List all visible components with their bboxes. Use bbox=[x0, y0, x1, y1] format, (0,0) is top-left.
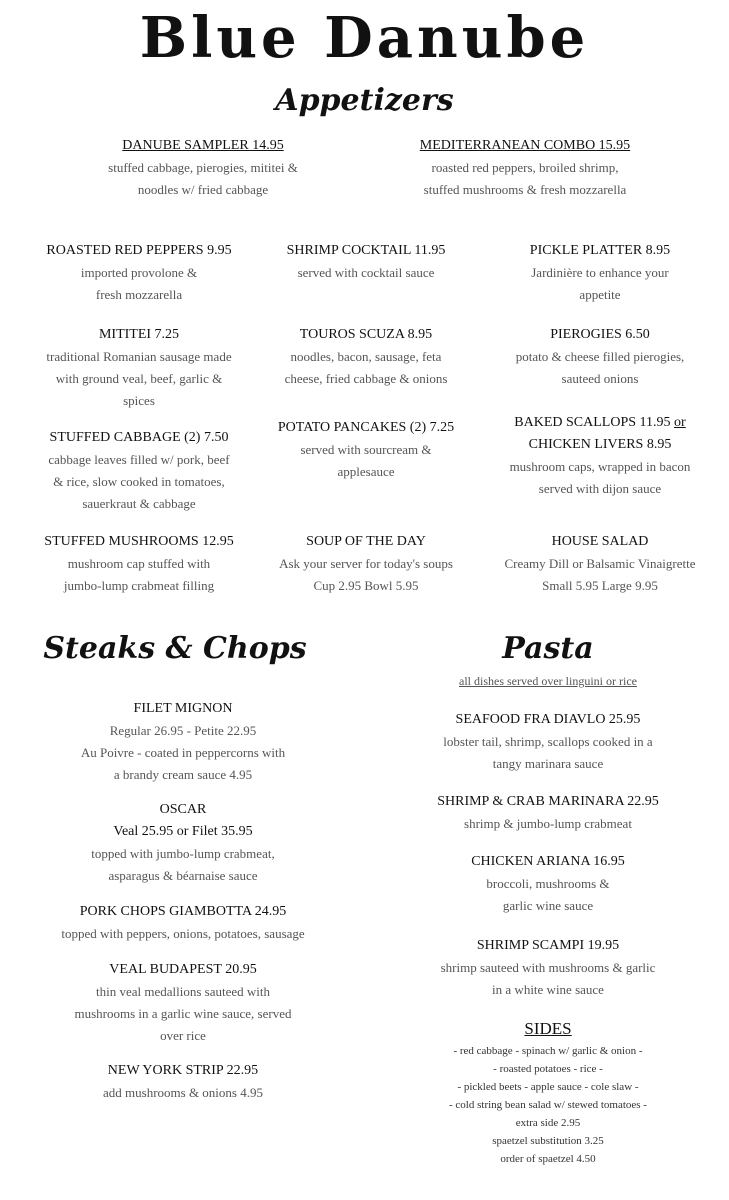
item-desc: Ask your server for today's soups bbox=[279, 556, 453, 571]
menu-item bbox=[385, 935, 711, 1001]
item-desc: roasted red peppers, broiled shrimp, bbox=[431, 160, 619, 175]
item-desc: topped with jumbo-lump crabmeat, bbox=[91, 846, 275, 861]
item-desc: thin veal medallions sauteed with bbox=[95, 984, 270, 999]
item-name: STUFFED MUSHROOMS 12.95 bbox=[44, 534, 234, 549]
menu-item bbox=[244, 240, 488, 284]
item-desc: topped with peppers, onions, potatoes, sausage bbox=[61, 926, 305, 941]
menu-item bbox=[478, 412, 722, 500]
item-desc: jumbo-lump crabmeat filling bbox=[63, 578, 215, 593]
item-desc: with ground veal, beef, garlic & bbox=[55, 371, 223, 386]
item-desc: noodles w/ fried cabbage bbox=[137, 182, 269, 197]
item-name: DANUBE SAMPLER 14.95 bbox=[122, 138, 284, 153]
item-name: SEAFOOD FRA DIAVLO 25.95 bbox=[455, 712, 641, 727]
menu-item bbox=[20, 799, 346, 887]
item-name: MITITEI 7.25 bbox=[98, 327, 180, 342]
item-desc: stuffed cabbage, pierogies, mititei & bbox=[108, 160, 298, 175]
item-desc: served with cocktail sauce bbox=[297, 265, 435, 280]
item-desc: a brandy cream sauce 4.95 bbox=[113, 767, 253, 782]
item-name: SHRIMP SCAMPI 19.95 bbox=[476, 938, 620, 953]
item-name: PIEROGIES 6.50 bbox=[550, 327, 650, 342]
item-desc: noodles, bacon, sausage, feta bbox=[290, 349, 442, 364]
item-desc: shrimp sauteed with mushrooms & garlic bbox=[440, 960, 656, 975]
item-name: Veal 25.95 or Filet 35.95 bbox=[113, 824, 253, 839]
item-name: CHICKEN ARIANA 16.95 bbox=[471, 854, 625, 869]
menu-item bbox=[362, 135, 688, 201]
item-desc: applesauce bbox=[337, 464, 395, 479]
item-desc: fresh mozzarella bbox=[95, 287, 183, 302]
menu-item bbox=[385, 851, 711, 917]
item-desc: spices bbox=[123, 393, 155, 408]
menu-item bbox=[15, 531, 263, 597]
item-desc: mushroom cap stuffed with bbox=[67, 556, 211, 571]
item-name: VEAL BUDAPEST 20.95 bbox=[109, 962, 257, 977]
item-name: OSCAR bbox=[159, 802, 207, 817]
item-name bbox=[478, 412, 722, 434]
menu-item bbox=[478, 324, 722, 390]
menu-item bbox=[20, 698, 346, 786]
item-desc: appetite bbox=[579, 287, 621, 302]
menu-item bbox=[244, 324, 488, 390]
item-name-part: BAKED SCALLOPS 11.95 bbox=[514, 415, 675, 430]
item-desc: served with dijon sauce bbox=[538, 481, 662, 496]
item-name: POTATO PANCAKES (2) 7.25 bbox=[277, 420, 455, 435]
item-name: PORK CHOPS GIAMBOTTA 24.95 bbox=[79, 904, 287, 919]
item-desc: Creamy Dill or Balsamic Vinaigrette bbox=[504, 556, 696, 571]
item-name: SOUP OF THE DAY bbox=[306, 534, 426, 549]
item-desc: potato & cheese filled pierogies, bbox=[515, 349, 685, 364]
item-desc: shrimp & jumbo-lump crabmeat bbox=[464, 816, 632, 831]
item-desc: stuffed mushrooms & fresh mozzarella bbox=[423, 182, 627, 197]
restaurant-title: Blue Danube bbox=[139, 5, 590, 71]
sides-line: spaetzel substitution 3.25 bbox=[492, 1135, 604, 1147]
item-desc: mushroom caps, wrapped in bacon bbox=[509, 459, 691, 474]
sides-line: extra side 2.95 bbox=[515, 1117, 581, 1129]
menu-item bbox=[244, 417, 488, 483]
item-name: SHRIMP COCKTAIL 11.95 bbox=[286, 243, 446, 258]
item-desc: over rice bbox=[160, 1028, 206, 1043]
pasta-subheading: all dishes served over linguini or rice bbox=[459, 674, 637, 688]
menu-item bbox=[385, 709, 711, 775]
sides-section bbox=[385, 1016, 711, 1168]
item-desc: & rice, slow cooked in tomatoes, bbox=[53, 474, 225, 489]
sides-line: order of spaetzel 4.50 bbox=[500, 1153, 596, 1165]
menu-item bbox=[385, 791, 711, 835]
steaks-heading: Steaks & Chops bbox=[43, 631, 307, 666]
item-name: ROASTED RED PEPPERS 9.95 bbox=[46, 243, 232, 258]
item-desc: sauteed onions bbox=[561, 371, 639, 386]
item-desc: Jardinière to enhance your bbox=[531, 265, 669, 280]
item-desc: imported provolone & bbox=[80, 265, 198, 280]
item-name-or: or bbox=[674, 415, 686, 430]
item-desc: broccoli, mushrooms & bbox=[486, 876, 610, 891]
item-desc: sauerkraut & cabbage bbox=[82, 496, 196, 511]
menu-item bbox=[244, 531, 488, 597]
item-desc: traditional Romanian sausage made bbox=[46, 349, 232, 364]
menu-item bbox=[15, 427, 263, 515]
item-desc: Small 5.95 Large 9.95 bbox=[542, 578, 658, 593]
item-name: MEDITERRANEAN COMBO 15.95 bbox=[419, 138, 631, 153]
item-name: SHRIMP & CRAB MARINARA 22.95 bbox=[437, 794, 659, 809]
sides-line: - roasted potatoes - rice - bbox=[493, 1063, 603, 1075]
item-desc: in a white wine sauce bbox=[492, 982, 604, 997]
menu-item bbox=[20, 901, 346, 945]
item-desc: lobster tail, shrimp, scallops cooked in a bbox=[443, 734, 653, 749]
item-name: HOUSE SALAD bbox=[551, 534, 649, 549]
sides-line: - red cabbage - spinach w/ garlic & onion - bbox=[453, 1045, 643, 1057]
item-name: PICKLE PLATTER 8.95 bbox=[529, 243, 671, 258]
pasta-heading: Pasta bbox=[502, 631, 594, 666]
item-name: NEW YORK STRIP 22.95 bbox=[107, 1063, 259, 1078]
menu-item bbox=[40, 135, 366, 201]
menu-item bbox=[15, 240, 263, 306]
appetizers-heading: Appetizers bbox=[275, 83, 454, 118]
menu-item bbox=[15, 324, 263, 412]
item-desc: Regular 26.95 - Petite 22.95 bbox=[109, 723, 257, 738]
sides-line: - cold string bean salad w/ stewed tomatoes - bbox=[449, 1099, 647, 1111]
item-name: CHICKEN LIVERS 8.95 bbox=[528, 437, 672, 452]
item-desc: cheese, fried cabbage & onions bbox=[284, 371, 448, 386]
item-desc: asparagus & béarnaise sauce bbox=[108, 868, 258, 883]
item-desc: Au Poivre - coated in peppercorns with bbox=[80, 745, 286, 760]
menu-item bbox=[478, 531, 722, 597]
item-name: STUFFED CABBAGE (2) 7.50 bbox=[49, 430, 229, 445]
item-desc: garlic wine sauce bbox=[502, 898, 594, 913]
item-desc: add mushrooms & onions 4.95 bbox=[103, 1085, 263, 1100]
item-desc: tangy marinara sauce bbox=[492, 756, 604, 771]
sides-heading: SIDES bbox=[524, 1019, 572, 1038]
item-name: FILET MIGNON bbox=[133, 701, 233, 716]
item-desc: cabbage leaves filled w/ pork, beef bbox=[48, 452, 230, 467]
item-desc: served with sourcream & bbox=[300, 442, 432, 457]
item-name: TOUROS SCUZA 8.95 bbox=[299, 327, 433, 342]
sides-line: - pickled beets - apple sauce - cole slaw - bbox=[457, 1081, 639, 1093]
menu-item bbox=[478, 240, 722, 306]
item-desc: Cup 2.95 Bowl 5.95 bbox=[313, 578, 419, 593]
item-desc: mushrooms in a garlic wine sauce, served bbox=[74, 1006, 292, 1021]
menu-item bbox=[20, 1060, 346, 1104]
menu-item bbox=[20, 959, 346, 1047]
